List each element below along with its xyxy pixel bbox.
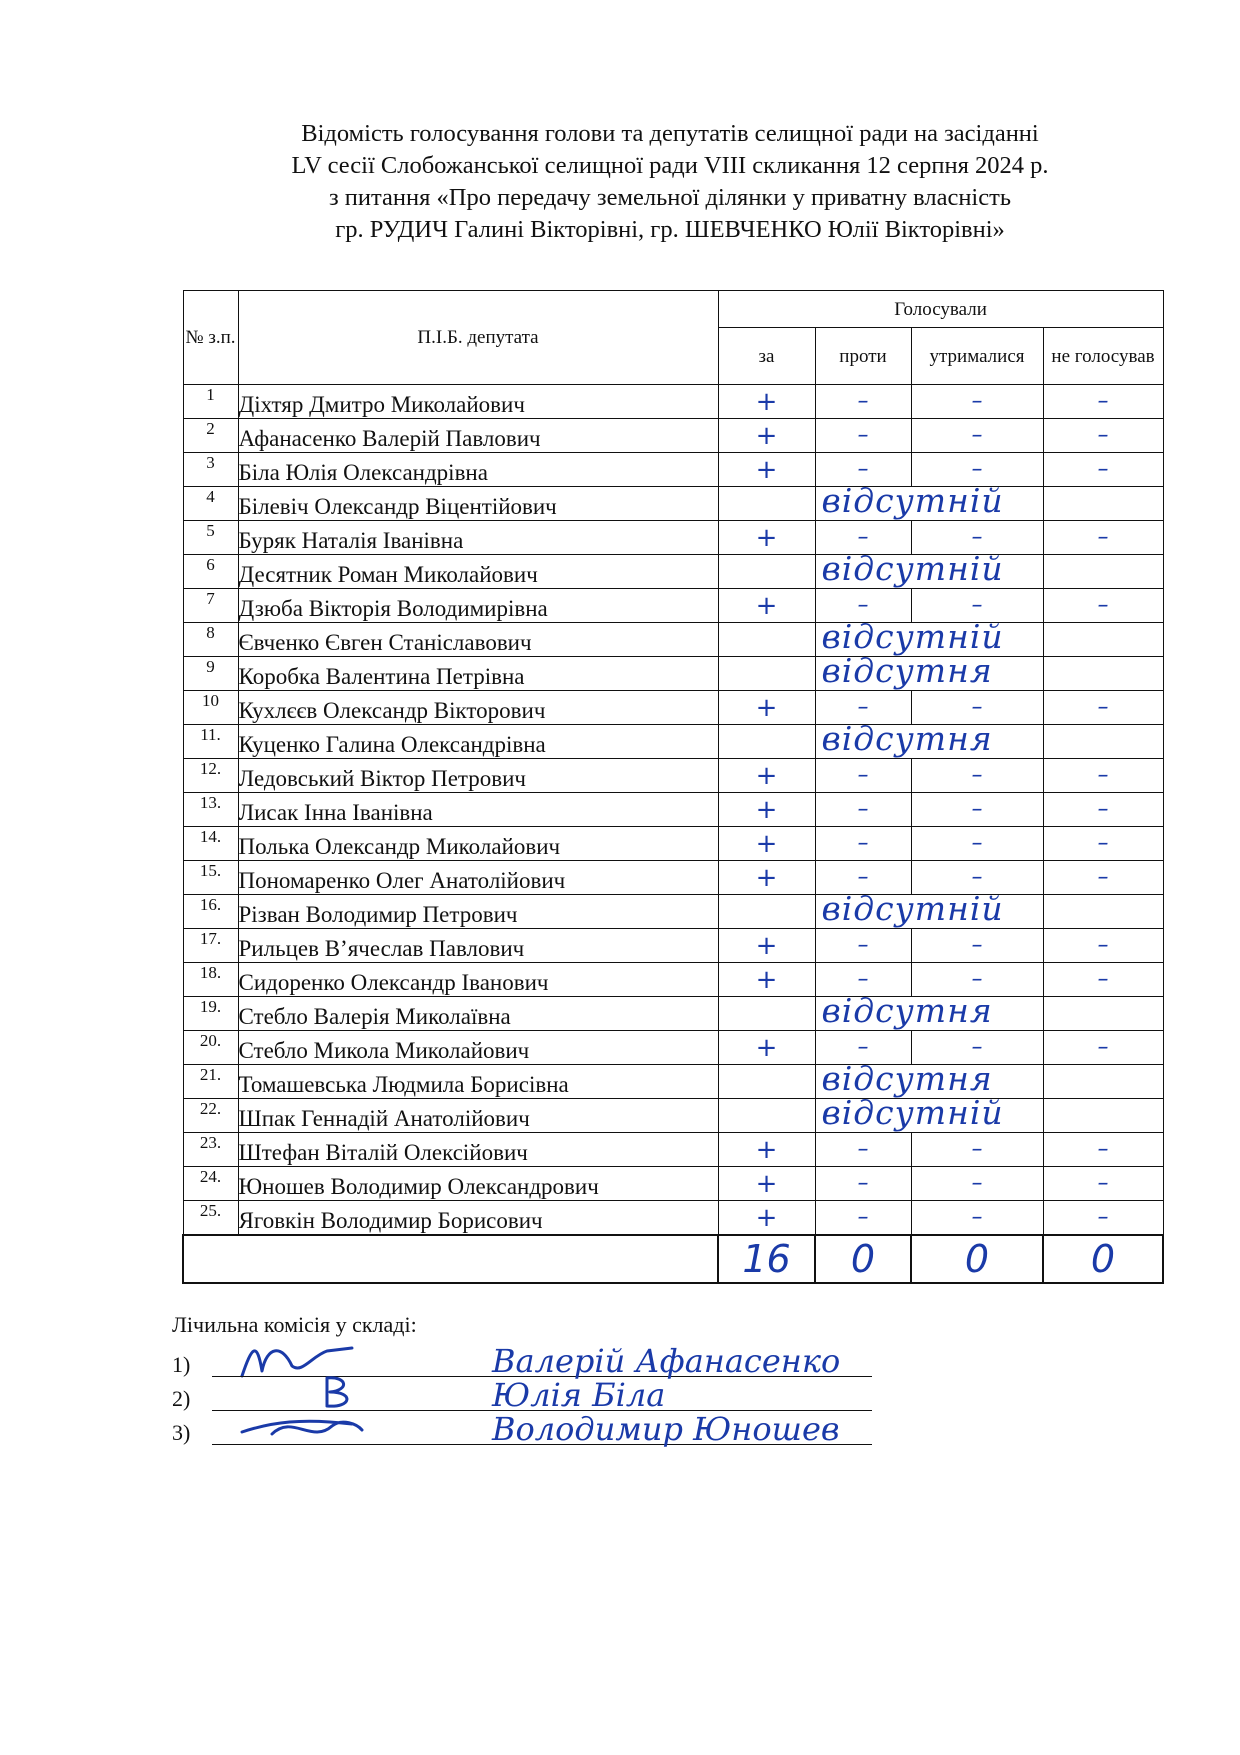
vote-ne [1043, 487, 1163, 521]
vote-mark-utr: – [971, 864, 983, 890]
member-index: 1) [172, 1352, 191, 1377]
vote-mark-ne: – [1097, 966, 1109, 992]
vote-mark-proty: – [857, 966, 869, 992]
vote-mark-ne: – [1097, 796, 1109, 822]
vote-mark-ne: – [1097, 456, 1109, 482]
vote-ne [1043, 691, 1163, 725]
vote-mark-proty: – [857, 1136, 869, 1162]
vote-za [718, 419, 815, 453]
vote-mark-utr: – [971, 1034, 983, 1060]
vote-utr [911, 385, 1043, 419]
vote-mark-utr: – [971, 694, 983, 720]
vote-ne [1043, 1201, 1163, 1236]
vote-za [718, 623, 815, 657]
member-index: 3) [172, 1420, 191, 1445]
vote-mark-utr: – [971, 966, 983, 992]
vote-ne [1043, 453, 1163, 487]
table-row [183, 997, 1163, 1031]
deputy-name: Полька Олександр Миколайович [238, 827, 718, 861]
vote-proty [815, 827, 911, 861]
absent-note: відсутня [821, 719, 993, 758]
vote-mark-ne: – [1097, 422, 1109, 448]
vote-mark-ne: – [1097, 1204, 1109, 1230]
table-row [183, 521, 1163, 555]
total-za [718, 1235, 815, 1283]
vote-za [718, 895, 815, 929]
vote-proty [815, 793, 911, 827]
row-number: 11. [183, 725, 238, 759]
vote-mark-proty: – [857, 762, 869, 788]
vote-mark-proty: – [857, 1204, 869, 1230]
commission-label: Лічильна комісія у складі: [172, 1312, 417, 1337]
vote-mark-proty: – [857, 796, 869, 822]
table-row [183, 1201, 1163, 1236]
vote-ne [1043, 963, 1163, 997]
table-row [183, 759, 1163, 793]
absent-note: відсутній [821, 481, 1004, 520]
table-row [183, 827, 1163, 861]
deputy-name: Лисак Інна Іванівна [238, 793, 718, 827]
vote-mark-utr: – [971, 1170, 983, 1196]
vote-utr [911, 419, 1043, 453]
vote-ne [1043, 385, 1163, 419]
deputy-name: Євченко Євген Станіславович [238, 623, 718, 657]
absent-note-cell [815, 549, 1043, 589]
title-line-4: гр. РУДИЧ Галині Вікторівні, гр. ШЕВЧЕНКО Юлії Вікторівні» [335, 216, 1005, 243]
vote-ne [1043, 929, 1163, 963]
table-row [183, 1065, 1163, 1099]
vote-utr [911, 759, 1043, 793]
table-row [183, 487, 1163, 521]
vote-za [718, 1099, 815, 1133]
table-row [183, 623, 1163, 657]
vote-mark-proty: – [857, 932, 869, 958]
row-number: 20. [183, 1031, 238, 1065]
row-number: 22. [183, 1099, 238, 1133]
vote-proty [815, 1201, 911, 1236]
vote-ne [1043, 895, 1163, 929]
deputy-name: Пономаренко Олег Анатолійович [238, 861, 718, 895]
vote-mark-utr: – [971, 524, 983, 550]
vote-za [718, 793, 815, 827]
vote-mark-proty: – [857, 456, 869, 482]
deputy-name: Різван Володимир Петрович [238, 895, 718, 929]
vote-ne [1043, 623, 1163, 657]
vote-mark-ne: – [1097, 762, 1109, 788]
vote-mark-ne: – [1097, 864, 1109, 890]
vote-ne [1043, 861, 1163, 895]
row-number: 9 [183, 657, 238, 691]
vote-mark-proty: – [857, 592, 869, 618]
vote-mark-za: + [755, 794, 778, 825]
row-number: 1 [183, 385, 238, 419]
vote-mark-ne: – [1097, 592, 1109, 618]
vote-mark-za: + [755, 1168, 778, 1199]
deputy-name: Діхтяр Дмитро Миколайович [238, 385, 718, 419]
deputy-name: Яговкін Володимир Борисович [238, 1201, 718, 1236]
vote-mark-utr: – [971, 388, 983, 414]
title-line-3: з питання «Про передачу земельної ділянки у приватну власність [329, 184, 1011, 211]
vote-mark-utr: – [971, 1204, 983, 1230]
deputy-name: Стебло Микола Миколайович [238, 1031, 718, 1065]
deputy-name: Сидоренко Олександр Іванович [238, 963, 718, 997]
vote-mark-proty: – [857, 1170, 869, 1196]
member-name: Валерій Афанасенко [492, 1342, 841, 1380]
row-number: 19. [183, 997, 238, 1031]
vote-za [718, 657, 815, 691]
table-row [183, 1167, 1163, 1201]
total-ne [1043, 1235, 1163, 1283]
row-number: 18. [183, 963, 238, 997]
vote-utr [911, 1167, 1043, 1201]
vote-mark-utr: – [971, 592, 983, 618]
voting-table [182, 290, 1164, 1284]
vote-mark-za: + [755, 692, 778, 723]
table-row [183, 1031, 1163, 1065]
counting-commission [172, 1312, 972, 1448]
row-number: 2 [183, 419, 238, 453]
member-index: 2) [172, 1386, 191, 1411]
vote-za [718, 861, 815, 895]
absent-note-cell [815, 1093, 1043, 1133]
vote-za [718, 487, 815, 521]
member-name: Володимир Юношев [492, 1410, 840, 1448]
vote-mark-proty: – [857, 830, 869, 856]
deputy-name: Афанасенко Валерій Павлович [238, 419, 718, 453]
total-za-value: 16 [742, 1237, 791, 1281]
totals-row [183, 1235, 1163, 1283]
document-title [170, 118, 1170, 246]
row-number: 4 [183, 487, 238, 521]
vote-ne [1043, 657, 1163, 691]
vote-mark-utr: – [971, 456, 983, 482]
vote-ne [1043, 725, 1163, 759]
vote-utr [911, 1133, 1043, 1167]
deputy-name: Стебло Валерія Миколаївна [238, 997, 718, 1031]
vote-proty [815, 1167, 911, 1201]
vote-mark-utr: – [971, 830, 983, 856]
deputy-name: Біла Юлія Олександрівна [238, 453, 718, 487]
vote-mark-utr: – [971, 932, 983, 958]
vote-mark-za: + [755, 420, 778, 451]
vote-mark-za: + [755, 454, 778, 485]
vote-za [718, 725, 815, 759]
deputy-name: Білевіч Олександр Віцентійович [238, 487, 718, 521]
vote-mark-za: + [755, 1134, 778, 1165]
row-number: 24. [183, 1167, 238, 1201]
deputy-name: Ледовський Віктор Петрович [238, 759, 718, 793]
absent-note: відсутній [821, 549, 1004, 588]
table-row [183, 725, 1163, 759]
absent-note: відсутній [821, 1093, 1004, 1132]
header-num: № з.п. [183, 291, 238, 385]
total-proty-value: 0 [850, 1237, 876, 1281]
vote-za [718, 759, 815, 793]
vote-mark-za: + [755, 1202, 778, 1233]
vote-za [718, 1167, 815, 1201]
row-number: 25. [183, 1201, 238, 1236]
total-ne-value: 0 [1090, 1237, 1116, 1281]
table-row [183, 419, 1163, 453]
header-za: за [718, 328, 815, 385]
row-number: 23. [183, 1133, 238, 1167]
row-number: 3 [183, 453, 238, 487]
vote-za [718, 827, 815, 861]
vote-utr [911, 929, 1043, 963]
member-name: Юлія Біла [492, 1376, 666, 1414]
title-line-1: Відомість голосування голови та депутатів селищної ради на засіданні [301, 120, 1039, 147]
row-number: 7 [183, 589, 238, 623]
vote-mark-proty: – [857, 864, 869, 890]
vote-ne [1043, 419, 1163, 453]
deputy-name: Буряк Наталія Іванівна [238, 521, 718, 555]
vote-mark-ne: – [1097, 524, 1109, 550]
vote-ne [1043, 1031, 1163, 1065]
vote-mark-utr: – [971, 422, 983, 448]
vote-mark-ne: – [1097, 388, 1109, 414]
deputy-name: Куценко Галина Олександрівна [238, 725, 718, 759]
vote-mark-za: + [755, 590, 778, 621]
vote-ne [1043, 555, 1163, 589]
absent-note-cell [815, 719, 1043, 759]
row-number: 17. [183, 929, 238, 963]
vote-mark-proty: – [857, 524, 869, 550]
vote-ne [1043, 827, 1163, 861]
absent-note: відсутній [821, 617, 1004, 656]
vote-mark-proty: – [857, 422, 869, 448]
vote-ne [1043, 1167, 1163, 1201]
vote-mark-za: + [755, 1032, 778, 1063]
deputy-name: Штефан Віталій Олексійович [238, 1133, 718, 1167]
absent-note: відсутня [821, 651, 993, 690]
vote-mark-utr: – [971, 1136, 983, 1162]
vote-proty [815, 385, 911, 419]
deputy-name: Томашевська Людмила Борисівна [238, 1065, 718, 1099]
table-row [183, 861, 1163, 895]
row-number: 12. [183, 759, 238, 793]
row-number: 16. [183, 895, 238, 929]
row-number: 15. [183, 861, 238, 895]
vote-ne [1043, 521, 1163, 555]
title-line-2: LV сесії Слобожанської селищної ради VIII скликання 12 серпня 2024 р. [291, 152, 1049, 179]
vote-mark-proty: – [857, 1034, 869, 1060]
vote-utr [911, 1201, 1043, 1236]
vote-mark-ne: – [1097, 830, 1109, 856]
vote-mark-ne: – [1097, 1034, 1109, 1060]
table-row [183, 1099, 1163, 1133]
absent-note-cell [815, 651, 1043, 691]
voting-table-body [183, 385, 1163, 1236]
absent-note-cell [815, 991, 1043, 1031]
row-number: 21. [183, 1065, 238, 1099]
deputy-name: Юношев Володимир Олександрович [238, 1167, 718, 1201]
row-number: 13. [183, 793, 238, 827]
vote-za [718, 555, 815, 589]
vote-za [718, 929, 815, 963]
deputy-name: Рильцев В’ячеслав Павлович [238, 929, 718, 963]
vote-za [718, 1031, 815, 1065]
vote-proty [815, 419, 911, 453]
header-voted: Голосували [718, 291, 1163, 328]
vote-za [718, 1065, 815, 1099]
vote-ne [1043, 997, 1163, 1031]
vote-ne [1043, 759, 1163, 793]
table-row [183, 963, 1163, 997]
deputy-name: Шпак Геннадій Анатолійович [238, 1099, 718, 1133]
totals-empty-cell [183, 1235, 718, 1283]
vote-za [718, 1201, 815, 1236]
table-row [183, 793, 1163, 827]
vote-mark-utr: – [971, 796, 983, 822]
vote-mark-utr: – [971, 762, 983, 788]
vote-proty [815, 1133, 911, 1167]
vote-ne [1043, 589, 1163, 623]
vote-ne [1043, 793, 1163, 827]
total-proty [815, 1235, 911, 1283]
vote-mark-proty: – [857, 694, 869, 720]
total-utr [911, 1235, 1043, 1283]
header-proty: проти [815, 328, 911, 385]
vote-mark-za: + [755, 760, 778, 791]
table-row [183, 691, 1163, 725]
vote-mark-proty: – [857, 388, 869, 414]
table-row [183, 555, 1163, 589]
header-utrymalysia: утрималися [911, 328, 1043, 385]
vote-mark-za: + [755, 522, 778, 553]
vote-mark-za: + [755, 828, 778, 859]
vote-mark-ne: – [1097, 1170, 1109, 1196]
vote-ne [1043, 1065, 1163, 1099]
vote-za [718, 1133, 815, 1167]
vote-ne [1043, 1099, 1163, 1133]
table-row [183, 453, 1163, 487]
deputy-name: Кухлєєв Олександр Вікторович [238, 691, 718, 725]
vote-za [718, 453, 815, 487]
absent-note: відсутня [821, 1059, 993, 1098]
table-row [183, 895, 1163, 929]
vote-ne [1043, 1133, 1163, 1167]
deputy-name: Десятник Роман Миколайович [238, 555, 718, 589]
absent-note: відсутній [821, 889, 1004, 928]
deputy-name: Коробка Валентина Петрівна [238, 657, 718, 691]
vote-za [718, 691, 815, 725]
vote-utr [911, 827, 1043, 861]
table-row [183, 657, 1163, 691]
vote-za [718, 997, 815, 1031]
table-row [183, 589, 1163, 623]
row-number: 14. [183, 827, 238, 861]
vote-mark-ne: – [1097, 1136, 1109, 1162]
header-ne-holosuvav: не голосував [1043, 328, 1163, 385]
vote-za [718, 589, 815, 623]
vote-proty [815, 929, 911, 963]
total-utr-value: 0 [964, 1237, 990, 1281]
vote-proty [815, 759, 911, 793]
vote-mark-za: + [755, 964, 778, 995]
absent-note-cell [815, 481, 1043, 521]
table-row [183, 1133, 1163, 1167]
vote-mark-za: + [755, 386, 778, 417]
vote-mark-za: + [755, 862, 778, 893]
vote-za [718, 385, 815, 419]
absent-note-cell [815, 889, 1043, 929]
vote-utr [911, 793, 1043, 827]
deputy-name: Дзюба Вікторія Володимирівна [238, 589, 718, 623]
header-name: П.І.Б. депутата [238, 291, 718, 385]
row-number: 5 [183, 521, 238, 555]
row-number: 6 [183, 555, 238, 589]
commission-member-3 [172, 1410, 972, 1448]
vote-mark-ne: – [1097, 694, 1109, 720]
vote-mark-ne: – [1097, 932, 1109, 958]
vote-za [718, 963, 815, 997]
absent-note: відсутня [821, 991, 993, 1030]
row-number: 8 [183, 623, 238, 657]
vote-za [718, 521, 815, 555]
row-number: 10 [183, 691, 238, 725]
vote-mark-za: + [755, 930, 778, 961]
table-row [183, 385, 1163, 419]
table-row [183, 929, 1163, 963]
